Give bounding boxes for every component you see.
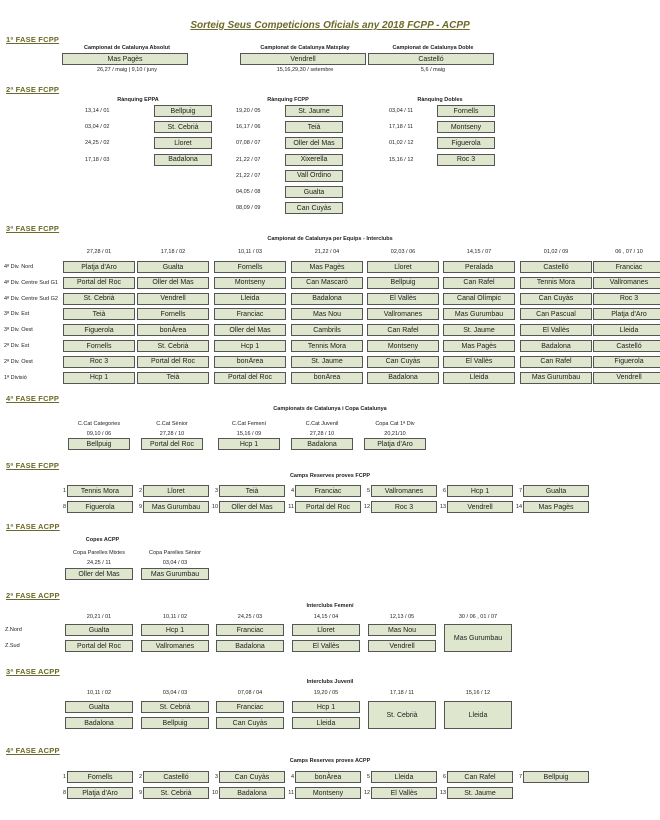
round-date: 06 , 07 / 10 xyxy=(615,249,643,255)
venue-cell-merged: St. Cebrià xyxy=(368,701,436,729)
reserve-number: 3 xyxy=(214,774,218,780)
reserve-number: 1 xyxy=(62,488,66,494)
division-label: 4ª Div. Centre Sud G1 xyxy=(4,279,58,286)
venue-cell: St. Jaume xyxy=(291,356,363,368)
venue-cell: Fornells xyxy=(214,261,286,273)
venue-cell: Bellpuig xyxy=(68,438,130,450)
ranking-date: 03,04 / 02 xyxy=(85,124,110,131)
venue-cell: Gualta xyxy=(137,261,209,273)
venue-cell: Oller del Mas xyxy=(137,277,209,289)
venue-cell: Oller del Mas xyxy=(285,137,343,149)
competition-name: Campionat de Catalunya Matxplay xyxy=(260,45,350,51)
venue-cell: Lleida xyxy=(214,293,286,305)
venue-cell: Badalona xyxy=(367,372,439,384)
venue-cell: Can Rafel xyxy=(447,771,513,783)
venue-cell: Portal del Roc xyxy=(141,438,203,450)
venue-cell: Tennis Mora xyxy=(520,277,592,289)
round-date: 15,16 / 12 xyxy=(465,690,491,696)
venue-cell: Portal del Roc xyxy=(63,277,135,289)
ranking-date: 07,08 / 07 xyxy=(236,140,261,147)
round-date: 01,02 / 09 xyxy=(543,249,569,255)
competition-name: C.Cat Sènior xyxy=(156,421,188,427)
round-date: 02,03 / 06 xyxy=(390,249,416,255)
section-subtitle: Campionats de Catalunya i Copa Catalunya xyxy=(273,406,387,412)
venue-cell: Mas Gurumbau xyxy=(143,501,209,513)
phase-heading: 1ª FASE FCPP xyxy=(6,35,60,44)
venue-cell: Can Cuyàs xyxy=(285,202,343,214)
competition-name: C.Cat Juvenil xyxy=(305,421,339,427)
section-subtitle: Camps Reserves proves ACPP xyxy=(289,758,371,764)
venue-cell: Portal del Roc xyxy=(214,372,286,384)
venue-cell: Vendrell xyxy=(240,53,366,65)
venue-cell: Lleida xyxy=(292,717,360,729)
venue-cell: Figuerola xyxy=(437,137,495,149)
zone-label: Z.Sud xyxy=(5,643,20,649)
reserve-number: 7 xyxy=(518,488,522,494)
venue-cell: Can Cuyàs xyxy=(219,771,285,783)
section-subtitle: Copes ACPP xyxy=(85,537,120,543)
division-label: 1ª Divisió xyxy=(4,374,27,381)
venue-cell: Vallromanes xyxy=(593,277,660,289)
venue-cell: Fornells xyxy=(63,340,135,352)
division-label: 3ª Div. Oest xyxy=(4,327,33,334)
venue-cell: Figuerola xyxy=(593,356,660,368)
ranking-date: 03,04 / 11 xyxy=(389,108,414,114)
venue-cell-merged: Mas Gurumbau xyxy=(444,624,512,652)
venue-cell: Hcp 1 xyxy=(218,438,280,450)
round-date: 17,18 / 11 xyxy=(389,690,415,696)
venue-cell: Lloret xyxy=(143,485,209,497)
round-date: 21,22 / 04 xyxy=(314,249,340,255)
venue-cell: Vendrell xyxy=(447,501,513,513)
venue-cell: Castelló xyxy=(143,771,209,783)
venue-cell: Mas Pagès xyxy=(443,340,515,352)
round-date: 14,15 / 04 xyxy=(313,614,339,620)
ranking-date: 15,16 / 12 xyxy=(389,156,414,163)
competition-name: Campionat de Catalunya Doble xyxy=(392,45,474,51)
ranking-date: 01,02 / 12 xyxy=(389,140,414,147)
competition-date: 26,27 / maig | 9,10 / juny xyxy=(96,67,158,73)
venue-cell: Franciac xyxy=(593,261,660,273)
venue-cell: Mas Nou xyxy=(291,308,363,320)
ranking-title: Rànquing FCPP xyxy=(267,97,309,103)
round-date: 07,08 / 04 xyxy=(237,690,263,696)
venue-cell: bonÀrea xyxy=(291,372,363,384)
competition-date: 03,04 / 03 xyxy=(162,560,188,566)
venue-cell: Figuerola xyxy=(63,324,135,336)
section-subtitle: Camps Reserves proves FCPP xyxy=(289,473,371,479)
venue-cell: Franciac xyxy=(214,308,286,320)
venue-cell: Teià xyxy=(285,121,343,133)
reserve-number: 8 xyxy=(62,504,66,510)
venue-cell: Vall Ordino xyxy=(285,170,343,182)
reserve-number: 13 xyxy=(440,504,447,510)
venue-cell: Vendrell xyxy=(137,293,209,305)
venue-cell: Vallromanes xyxy=(367,308,439,320)
venue-cell: Hcp 1 xyxy=(292,701,360,713)
venue-cell: St. Cebrià xyxy=(143,787,209,799)
competition-date: 15,16,29,30 / setembre xyxy=(276,67,334,73)
reserve-number: 6 xyxy=(442,488,446,494)
venue-cell: St. Cebrià xyxy=(141,701,209,713)
ranking-date: 19,20 / 05 xyxy=(236,108,261,114)
reserve-number: 5 xyxy=(366,774,370,780)
phase-heading: 5ª FASE FCPP xyxy=(6,461,60,470)
venue-cell: Bellpuig xyxy=(141,717,209,729)
venue-cell: Montseny xyxy=(214,277,286,289)
phase-heading: 3ª FASE ACPP xyxy=(6,667,60,676)
reserve-number: 10 xyxy=(212,790,219,796)
venue-cell: Badalona xyxy=(219,787,285,799)
division-label: 2ª Div. Oest xyxy=(4,358,33,365)
venue-cell: Badalona xyxy=(216,640,284,652)
venue-cell: St. Jaume xyxy=(285,105,343,117)
reserve-number: 11 xyxy=(288,790,294,796)
ranking-date: 24,25 / 02 xyxy=(85,140,110,147)
ranking-date: 04,05 / 08 xyxy=(236,189,261,195)
reserve-number: 3 xyxy=(214,488,218,494)
reserve-number: 10 xyxy=(212,504,219,510)
venue-cell: Castelló xyxy=(368,53,494,65)
venue-cell: Can Cuyàs xyxy=(367,356,439,368)
reserve-number: 7 xyxy=(518,774,522,780)
venue-cell: Tennis Mora xyxy=(67,485,133,497)
round-date: 20,21 / 01 xyxy=(86,614,112,620)
division-label: 4ª Div. Nord xyxy=(4,264,34,270)
venue-cell: Montseny xyxy=(437,121,495,133)
ranking-date: 21,22 / 07 xyxy=(236,172,261,179)
venue-cell: Badalona xyxy=(291,438,353,450)
venue-cell: St. Cebrià xyxy=(63,293,135,305)
venue-cell: Canal Olímpic xyxy=(443,293,515,305)
reserve-number: 6 xyxy=(442,774,446,780)
reserve-number: 11 xyxy=(288,504,294,510)
venue-cell: Franciac xyxy=(216,701,284,713)
reserve-number: 14 xyxy=(516,504,523,510)
venue-cell: Cambrils xyxy=(291,324,363,336)
venue-cell: Can Rafel xyxy=(520,356,592,368)
venue-cell: Hcp 1 xyxy=(63,372,135,384)
venue-cell: Bellpuig xyxy=(367,277,439,289)
venue-cell: Oller del Mas xyxy=(214,324,286,336)
division-label: 2ª Div. Est xyxy=(4,343,30,349)
venue-cell: Lloret xyxy=(367,261,439,273)
venue-cell: Vallromanes xyxy=(141,640,209,652)
venue-cell: Bellpuig xyxy=(523,771,589,783)
reserve-number: 2 xyxy=(138,774,142,780)
phase-heading: 2ª FASE ACPP xyxy=(6,591,60,600)
venue-cell: Teià xyxy=(219,485,285,497)
venue-cell: Teià xyxy=(63,308,135,320)
ranking-date: 08,09 / 09 xyxy=(236,205,261,212)
venue-cell: Hcp 1 xyxy=(141,624,209,636)
round-date: 10,11 / 03 xyxy=(237,249,263,255)
round-date: 24,25 / 03 xyxy=(237,614,263,620)
venue-cell: Castelló xyxy=(593,340,660,352)
ranking-date: 17,18 / 03 xyxy=(85,156,110,163)
venue-cell: El Vallès xyxy=(367,293,439,305)
ranking-date: 13,14 / 01 xyxy=(85,108,110,114)
competition-name: Copa Parelles Sènior xyxy=(149,550,201,556)
venue-cell: Hcp 1 xyxy=(214,340,286,352)
venue-cell: St. Cebrià xyxy=(154,121,212,133)
venue-cell: Can Cuyàs xyxy=(520,293,592,305)
venue-cell: Can Cuyàs xyxy=(216,717,284,729)
venue-cell: Badalona xyxy=(154,154,212,166)
ranking-title: Rànquing Dobles xyxy=(417,97,463,103)
competition-date: 24,25 / 11 xyxy=(86,560,112,566)
venue-cell: Mas Gurumbau xyxy=(520,372,592,384)
venue-cell: Portal del Roc xyxy=(137,356,209,368)
venue-cell: Vendrell xyxy=(593,372,660,384)
venue-cell: Mas Pagès xyxy=(62,53,188,65)
competition-date: 20,21/10 xyxy=(384,431,406,437)
round-date: 30 / 06 , 01 / 07 xyxy=(458,614,498,620)
venue-cell: El Vallès xyxy=(520,324,592,336)
venue-cell: Badalona xyxy=(520,340,592,352)
reserve-number: 9 xyxy=(138,504,142,510)
venue-cell: Bellpuig xyxy=(154,105,212,117)
venue-cell: Portal del Roc xyxy=(295,501,361,513)
venue-cell: Fornells xyxy=(67,771,133,783)
venue-cell: Lleida xyxy=(443,372,515,384)
venue-cell: Mas Nou xyxy=(368,624,436,636)
section-subtitle: Interclubs Femení xyxy=(306,603,354,609)
ranking-date: 16,17 / 06 xyxy=(236,124,261,131)
phase-heading: 1ª FASE ACPP xyxy=(6,522,60,531)
venue-cell: Mas Pagès xyxy=(291,261,363,273)
competition-name: Campionat de Catalunya Absolut xyxy=(84,45,170,51)
round-date: 10,11 / 02 xyxy=(86,690,112,696)
phase-heading: 3ª FASE FCPP xyxy=(6,224,60,233)
competition-name: C.Cat Femení xyxy=(231,421,267,427)
round-date: 12,13 / 05 xyxy=(389,614,415,620)
venue-cell: El Vallès xyxy=(292,640,360,652)
venue-cell: Oller del Mas xyxy=(219,501,285,513)
venue-cell: El Vallès xyxy=(371,787,437,799)
reserve-number: 1 xyxy=(62,774,66,780)
page-title: Sorteig Seus Competicions Oficials any 2018 FCPP - ACPP xyxy=(190,20,470,31)
reserve-number: 4 xyxy=(290,488,294,494)
venue-cell-merged: Lleida xyxy=(444,701,512,729)
competition-name: Copa Cat 1ª Div xyxy=(375,421,415,427)
venue-cell: Xixerella xyxy=(285,154,343,166)
venue-cell: Roc 3 xyxy=(63,356,135,368)
venue-cell: Platja d'Aro xyxy=(63,261,135,273)
venue-cell: bonÀrea xyxy=(214,356,286,368)
reserve-number: 2 xyxy=(138,488,142,494)
venue-cell: Can Mascaró xyxy=(291,277,363,289)
venue-cell: Franciac xyxy=(295,485,361,497)
venue-cell: Montseny xyxy=(295,787,361,799)
round-date: 10,11 / 02 xyxy=(162,614,188,620)
competition-date: 5,6 / maig xyxy=(420,67,446,73)
section-subtitle: Interclubs Juvenil xyxy=(306,679,354,685)
venue-cell: Peralada xyxy=(443,261,515,273)
venue-cell: bonÀrea xyxy=(137,324,209,336)
venue-cell: Hcp 1 xyxy=(447,485,513,497)
venue-cell: St. Cebrià xyxy=(137,340,209,352)
venue-cell: Roc 3 xyxy=(593,293,660,305)
venue-cell: Montseny xyxy=(367,340,439,352)
venue-cell: Vendrell xyxy=(368,640,436,652)
division-label: 3ª Div. Est xyxy=(4,311,30,318)
venue-cell: Platja d'Aro xyxy=(67,787,133,799)
venue-cell: Mas Gurumbau xyxy=(141,568,209,580)
venue-cell: Roc 3 xyxy=(437,154,495,166)
reserve-number: 13 xyxy=(440,790,447,796)
venue-cell: Mas Pagès xyxy=(523,501,589,513)
venue-cell: Tennis Mora xyxy=(291,340,363,352)
venue-cell: Lleida xyxy=(371,771,437,783)
venue-cell: Platja d'Aro xyxy=(593,308,660,320)
venue-cell: Lleida xyxy=(593,324,660,336)
venue-cell: Gualta xyxy=(285,186,343,198)
round-date: 03,04 / 03 xyxy=(162,690,188,696)
venue-cell: Figuerola xyxy=(67,501,133,513)
venue-cell: Gualta xyxy=(523,485,589,497)
venue-cell: bonÀrea xyxy=(295,771,361,783)
venue-cell: Can Rafel xyxy=(367,324,439,336)
division-label: 4ª Div. Centre Sud G2 xyxy=(4,295,58,302)
venue-cell: Mas Gurumbau xyxy=(443,308,515,320)
venue-cell: Badalona xyxy=(65,717,133,729)
round-date: 19,20 / 05 xyxy=(313,690,339,696)
venue-cell: Can Pascual xyxy=(520,308,592,320)
reserve-number: 9 xyxy=(138,790,142,796)
ranking-date: 21,22 / 07 xyxy=(236,156,261,163)
reserve-number: 12 xyxy=(364,790,371,796)
venue-cell: El Vallès xyxy=(443,356,515,368)
venue-cell: Teià xyxy=(137,372,209,384)
venue-cell: Portal del Roc xyxy=(65,640,133,652)
reserve-number: 12 xyxy=(364,504,371,510)
competition-name: Copa Parelles Mixtes xyxy=(73,550,125,556)
venue-cell: Badalona xyxy=(291,293,363,305)
round-date: 17,18 / 02 xyxy=(160,249,186,255)
venue-cell: Castelló xyxy=(520,261,592,273)
venue-cell: Roc 3 xyxy=(371,501,437,513)
venue-cell: Fornells xyxy=(137,308,209,320)
venue-cell: Oller del Mas xyxy=(65,568,133,580)
reserve-number: 4 xyxy=(290,774,294,780)
venue-cell: Franciac xyxy=(216,624,284,636)
competition-name: C.Cat Categories xyxy=(77,421,121,427)
phase-heading: 4ª FASE ACPP xyxy=(6,746,60,755)
venue-cell: Can Rafel xyxy=(443,277,515,289)
competition-date: 09,10 / 06 xyxy=(86,431,112,437)
phase-heading: 4ª FASE FCPP xyxy=(6,394,60,403)
round-date: 14,15 / 07 xyxy=(466,249,492,255)
ranking-date: 17,18 / 11 xyxy=(389,124,414,131)
phase-heading: 2ª FASE FCPP xyxy=(6,85,60,94)
venue-cell: St. Jaume xyxy=(447,787,513,799)
round-date: 27,28 / 01 xyxy=(86,249,112,255)
reserve-number: 8 xyxy=(62,790,66,796)
venue-cell: Fornells xyxy=(437,105,495,117)
competition-date: 27,28 / 10 xyxy=(309,431,335,437)
venue-cell: Platja d'Aro xyxy=(364,438,426,450)
venue-cell: Lloret xyxy=(292,624,360,636)
venue-cell: Lloret xyxy=(154,137,212,149)
section-subtitle: Campionat de Catalunya per Equips - Interclubs xyxy=(267,236,393,242)
ranking-title: Rànquing EPPA xyxy=(117,97,159,103)
venue-cell: St. Jaume xyxy=(443,324,515,336)
reserve-number: 5 xyxy=(366,488,370,494)
competition-date: 15,16 / 09 xyxy=(236,431,262,437)
venue-cell: Gualta xyxy=(65,624,133,636)
venue-cell: Vallromanes xyxy=(371,485,437,497)
venue-cell: Gualta xyxy=(65,701,133,713)
zone-label: Z.Nord xyxy=(5,627,22,633)
competition-date: 27,28 / 10 xyxy=(159,431,185,437)
